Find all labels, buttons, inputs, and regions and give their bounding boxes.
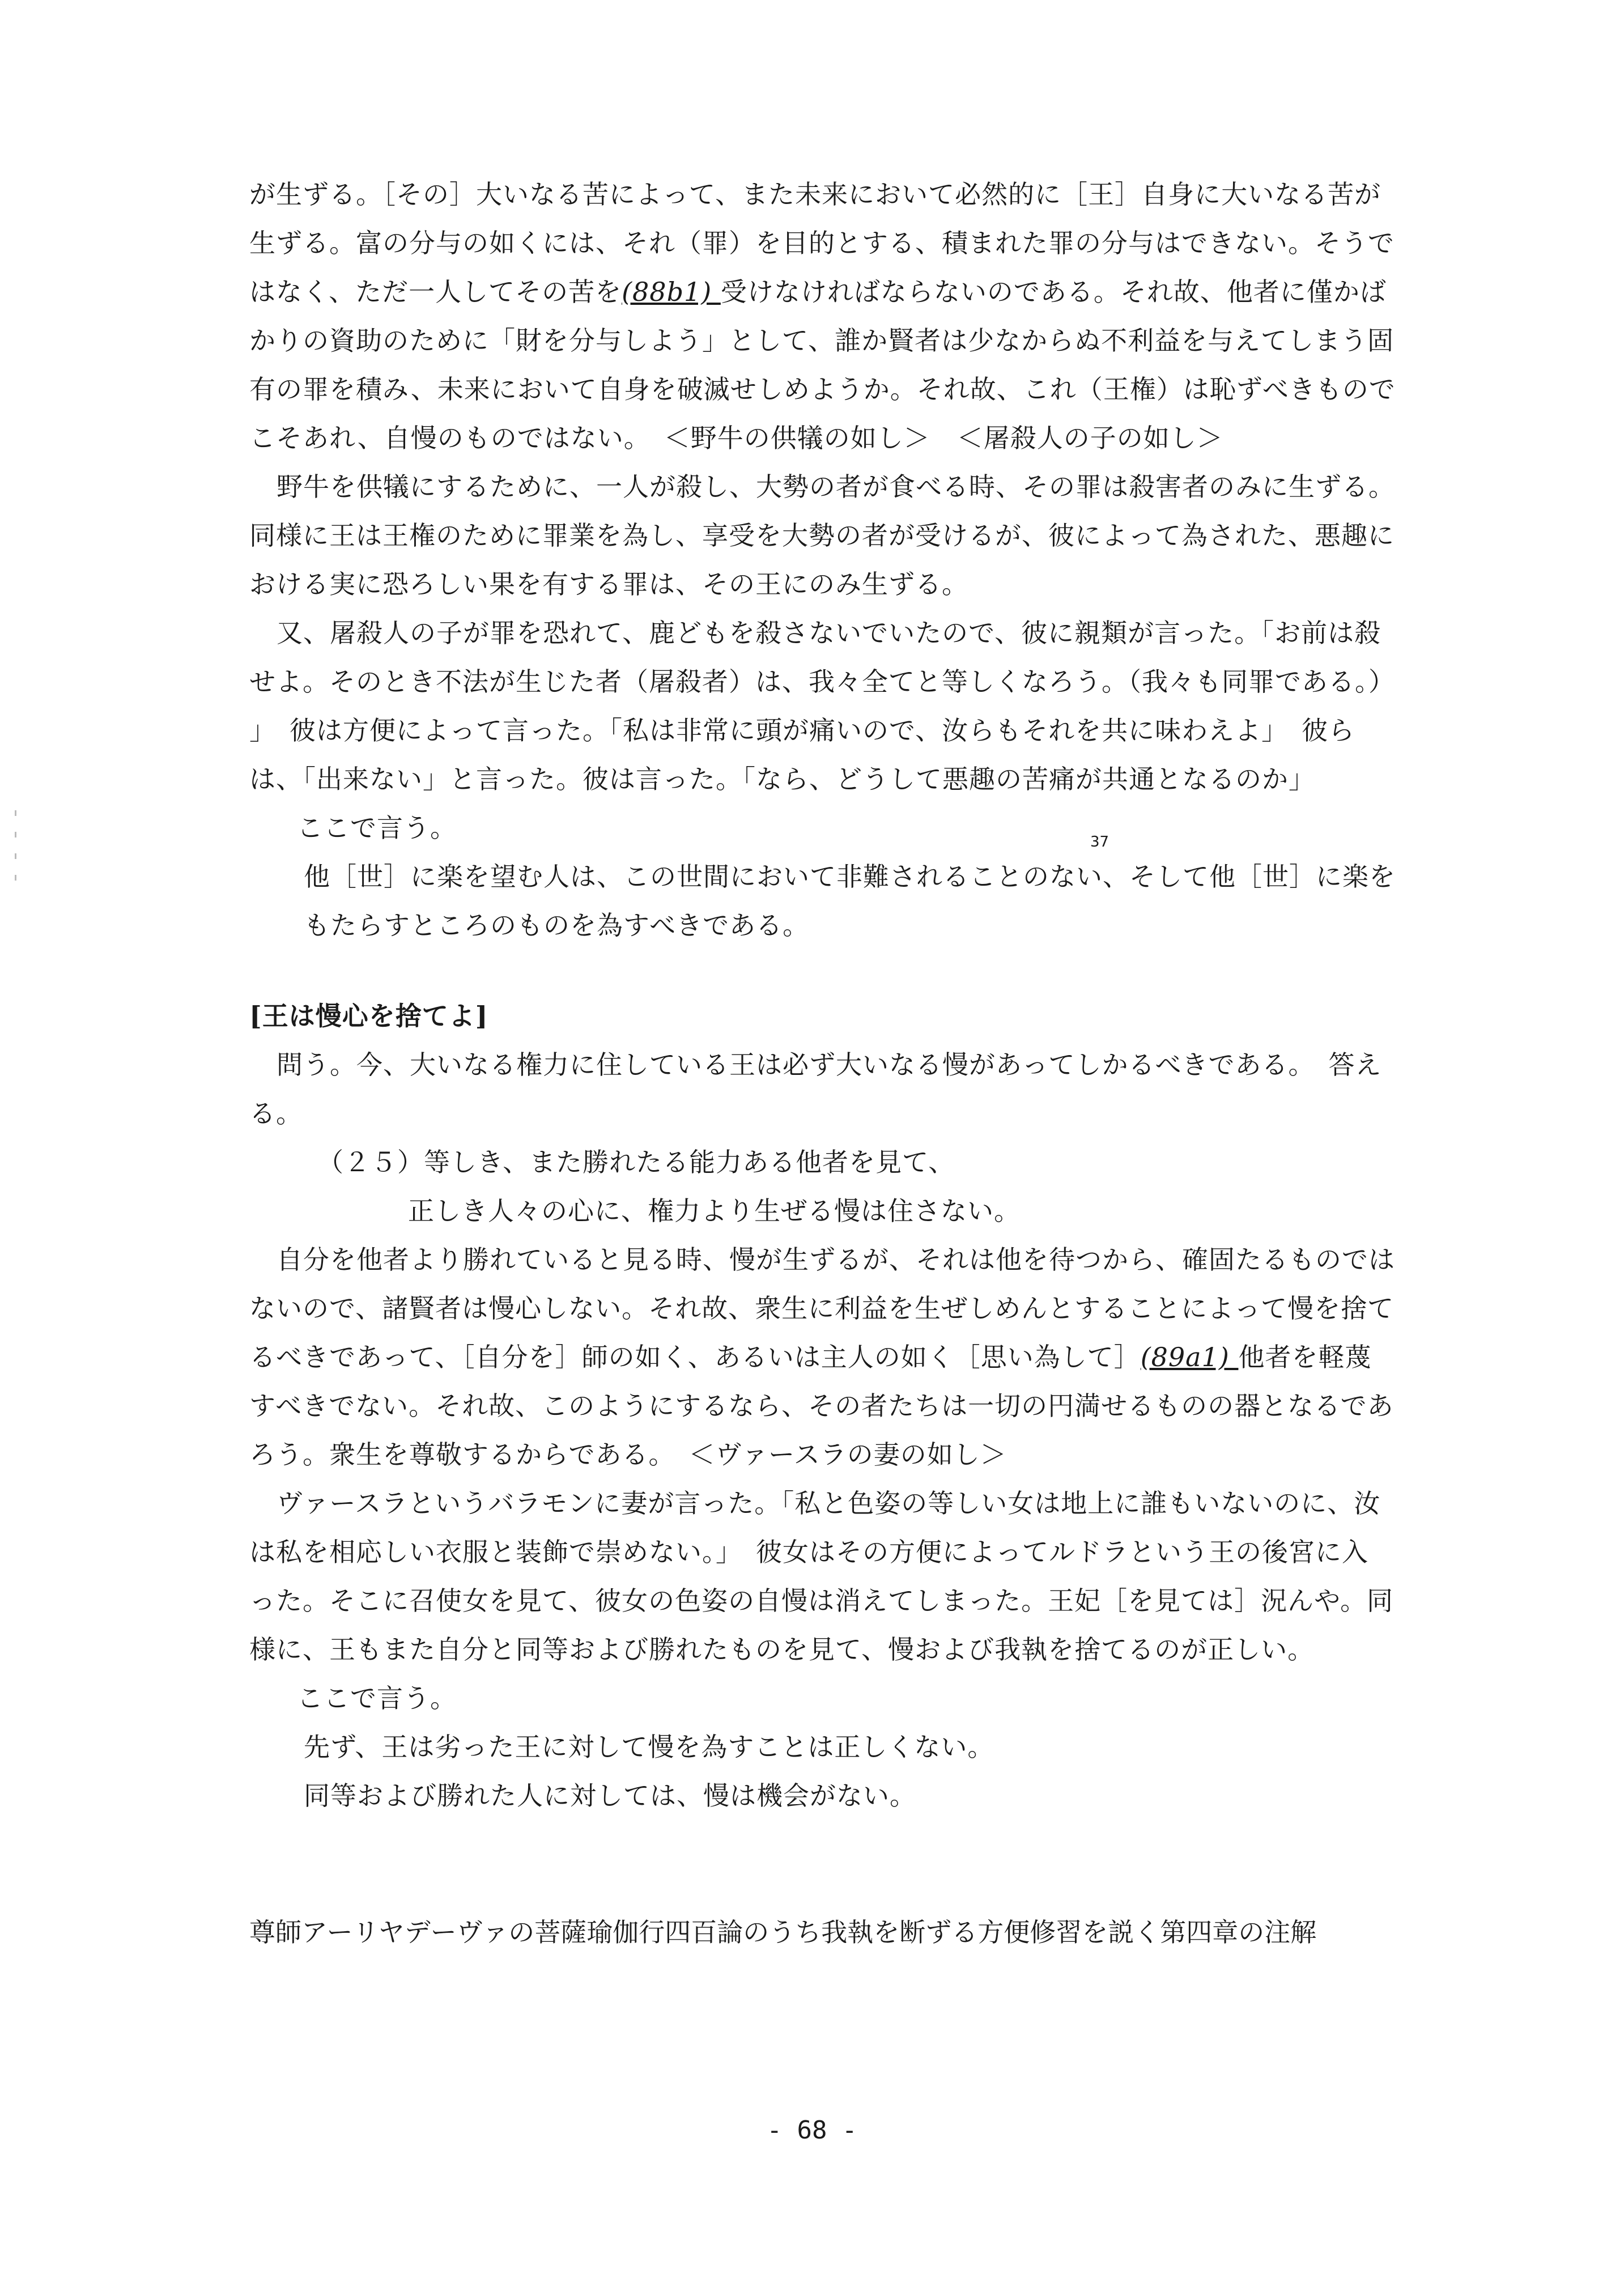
text-line [249,1771,1428,1820]
text-line [249,1284,1428,1333]
text-line [249,1381,1428,1430]
line-text-continued: 他者を軽蔑 [1238,1342,1372,1372]
text-line [249,1430,1428,1479]
line-text: こそあれ、自慢のものではない。 ＜野牛の供犠の如し＞ ＜屠殺人の子の如し＞ [249,423,1223,453]
text-line [249,1235,1428,1284]
line-text: 様に、王もまた自分と同等および勝れたものを見て、慢および我執を捨てるのが正しい。 [249,1634,1315,1665]
text-line [249,901,1428,950]
text-line [249,755,1428,803]
text-line [249,1576,1428,1625]
line-text: は私を相応しい衣服と装飾で崇めない。」 彼女はその方便によってルドラという王の後宮に入 [249,1537,1368,1567]
line-text: すべきでない。それ故、このようにするなら、その者たちは一切の円満せるものの器となるであ [249,1391,1394,1421]
binding-marks [15,810,22,901]
body-text-section-2 [249,1040,1428,1820]
line-text: おける実に恐ろしい果を有する罪は、その王にのみ生ずる。 [249,569,968,599]
text-line [249,1674,1428,1723]
text-line [249,414,1428,462]
text-line [249,1089,1428,1138]
text-line [249,365,1428,414]
text-line [249,1528,1428,1576]
line-text: はなく、ただ一人してその苦を [249,277,622,307]
page-number: - 68 - [767,2116,857,2145]
line-text: 先ず、王は劣った王に対して慢を為すことは正しくない。 [304,1732,994,1762]
line-text: る。 [249,1098,303,1129]
chapter-colophon: 尊師アーリヤデーヴァの菩薩瑜伽行四百論のうち我執を断ずる方便修習を説く第四章の注解 [249,1917,1317,1948]
line-text: （２５）等しき、また勝れたる能力ある他者を見て、 [317,1147,955,1177]
folio-reference: (88b1) [622,277,721,307]
text-line [249,1040,1428,1089]
line-text: もたらすところのものを為すべきである。 [304,910,810,941]
line-text: 他［世］に楽を望む人は、この世間において非難されることのない、そして他［世］に楽を [304,861,1396,892]
line-text: ろう。衆生を尊敬するからである。 ＜ヴァースラの妻の如し＞ [249,1439,1007,1470]
line-text: せよ。そのとき不法が生じた者（屠殺者）は、我々全てと等しくなろう。（我々も同罪である。） [249,666,1395,697]
line-text: ここで言う。 [297,813,457,843]
text-line [249,1333,1428,1381]
body-text-section-1 [249,170,1428,950]
text-line [249,852,1428,901]
line-text: かりの資助のために「財を分与しよう」として、誰か賢者は少なからぬ不利益を与えてしまう固 [249,325,1395,356]
line-text: 有の罪を積み、未来において自身を破滅せしめようか。それ故、これ（王権）は恥ずべきもので [249,374,1396,405]
text-line [249,1479,1428,1528]
footnote-marker: 37 [1090,834,1109,851]
line-text: 又、屠殺人の子が罪を恐れて、鹿どもを殺さないでいたので、彼に親類が言った。「お前は殺 [277,618,1381,648]
line-text: 同様に王は王権のために罪業を為し、享受を大勢の者が受けるが、彼によって為された、悪趣に [249,520,1395,551]
text-line [249,316,1428,365]
text-line [249,219,1428,267]
text-line [249,609,1428,657]
text-line [249,1723,1428,1771]
line-text: った。そこに召使女を見て、彼女の色姿の自慢は消えてしまった。王妃［を見ては］況んや。同 [249,1585,1394,1616]
text-line [249,1138,1428,1187]
line-text: ないので、諸賢者は慢心しない。それ故、衆生に利益を生ぜしめんとすることによって慢を捨て [249,1293,1395,1324]
line-text: 生ずる。富の分与の如くには、それ（罪）を目的とする、積まれた罪の分与はできない。そうで [249,228,1395,258]
line-text: は、「出来ない」と言った。彼は言った。「なら、どうして悪趣の苦痛が共通となるのか」 [249,764,1315,794]
text-line [249,803,1428,852]
line-text: 問う。今、大いなる権力に住している王は必ず大いなる慢があってしかるべきである。 答え [277,1049,1382,1080]
line-text: 同等および勝れた人に対しては、慢は機会がない。 [304,1780,916,1811]
line-text: ここで言う。 [297,1683,457,1714]
line-text-continued: 受けなければならないのである。それ故、他者に僅かば [720,277,1387,307]
text-line [249,706,1428,755]
text-line [249,560,1428,609]
line-text: ヴァースラというバラモンに妻が言った。「私と色姿の等しい女は地上に誰もいないのに、汝 [277,1488,1381,1519]
line-text: るべきであって、［自分を］師の如く、あるいは主人の如く［思い為して］ [249,1342,1141,1372]
line-text: 自分を他者より勝れていると見る時、慢が生ずるが、それは他を待つから、確固たるものでは [277,1244,1395,1275]
text-line [249,1625,1428,1674]
folio-reference: (89a1) [1140,1342,1239,1372]
text-line [249,657,1428,706]
text-line [249,462,1428,511]
line-text: が生ずる。［その］大いなる苦によって、また未来において必然的に［王］自身に大いなる苦が [249,179,1381,210]
line-text: 」 彼は方便によって言った。「私は非常に頭が痛いので、汝らもそれを共に味わえよ」 彼ら [249,715,1355,746]
text-line [249,511,1428,560]
section-heading: [王は慢心を捨てよ] [249,1001,488,1031]
line-text: 野牛を供犠にするために、一人が殺し、大勢の者が食べる時、その罪は殺害者のみに生ずる。 [277,471,1395,502]
text-line [249,1187,1428,1235]
line-text: 正しき人々の心に、権力より生ぜる慢は住さない。 [408,1196,1021,1226]
text-line [249,170,1428,219]
text-line [249,267,1428,316]
